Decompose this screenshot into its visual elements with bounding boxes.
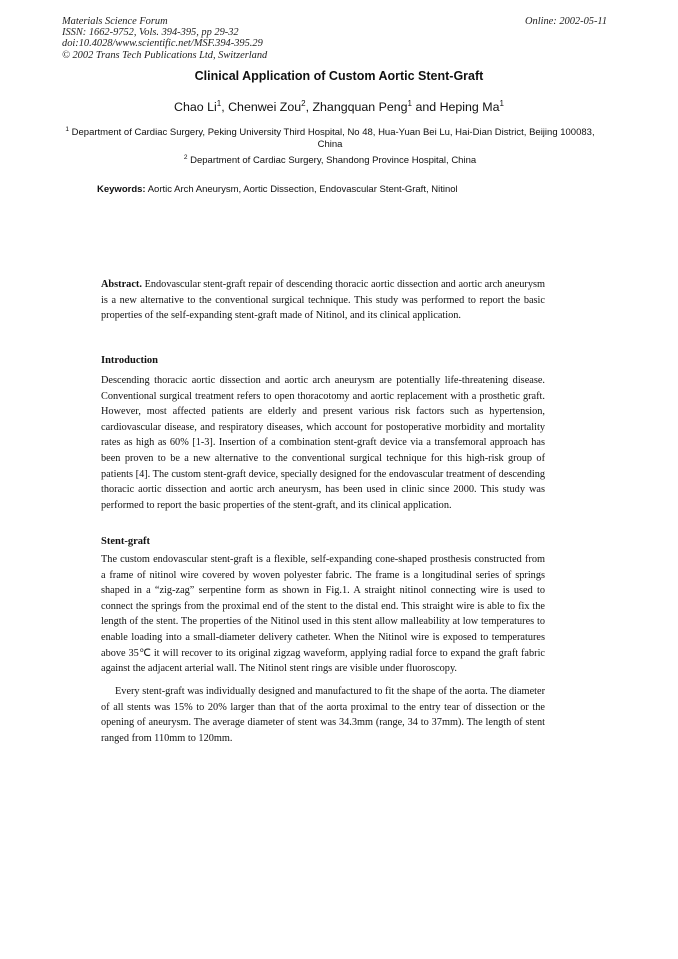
journal-name: Materials Science Forum xyxy=(62,16,168,27)
introduction-heading: Introduction xyxy=(101,355,158,366)
affiliation: $^1$ Department of Cardiac Surgery, Peking University Third Hospital, No 48, Hua-Yuan Bei Lu, Hai-Dian District, Beijing 100083, China xyxy=(65,126,595,151)
author: Zhangquan Peng$^1$ and xyxy=(312,99,440,115)
author: Chao Li$^1$, xyxy=(174,99,229,115)
abstract xyxy=(101,277,545,324)
paper-title: Clinical Application of Custom Aortic Stent-Graft xyxy=(194,69,484,83)
keywords xyxy=(97,184,458,195)
doi-line: doi:10.4028/www.scientific.net/MSF.394-395.29 xyxy=(62,38,263,50)
stent-graft-heading: Stent-graft xyxy=(101,536,150,547)
keywords-label: Keywords: xyxy=(97,184,146,195)
author-list xyxy=(0,99,678,114)
introduction-text: Descending thoracic aortic dissection and aortic arch aneurysm are potentially life-threatening disease. Conventional surgical treatment refers to open thoracotomy and aortic replacement with a prosthetic graft. However, most affected patients are elderly and present various risk factors such as hypertension, cardiovascular disease, and respiratory diseases, which account for postoperative morbidity and mortality rates as high as 60% [1-3]. Insertion of a combination stent-graft device via a transfemoral approach has been proven to be a new alternative to the conventional surgical technique for this high-risk group of patients [4]. The custom stent-graft device, specially designed for the endovascular treatment of descending thoracic aortic dissection and aortic arch aneurysm, has been used in clinic since 2000. This study was performed to report the basic properties of the stent-graft, and its clinical application. xyxy=(101,375,545,511)
copyright-line: © 2002 Trans Tech Publications Ltd, Switzerland xyxy=(62,49,268,61)
publication-header xyxy=(62,16,267,61)
stent-graft-paragraph-2: Every stent-graft was individually designed and manufactured to fit the shape of the aorta. The diameter of all stents was 15% to 20% larger than that of the aorta proximal to the entry tear of dissection or the opening of aneurysm. The average diameter of stent was 34.3mm (range, 34 to 37mm). The length of stent ranged from 110mm to 120mm. xyxy=(101,686,545,744)
author: Chenwei Zou$^2$, xyxy=(228,99,313,115)
stent-graft-paragraph-1: The custom endovascular stent-graft is a flexible, self-expanding cone-shaped prosthesis constructed from a frame of nitinol wire covered by woven polyester fabric. The frame is a longitudinal series of springs shaped in a “zig-zag” serpentine form as shown in Fig.1. A straight nitinol connecting wire is used to connect the springs from the proximal end of the stent to the distal end. This straight wire is able to fix the length of the stent. The properties of the Nitinol used in this stent allow malleability at low temperatures to enable loading into a small-diameter delivery catheter. When the Nitinol wire is exposed to temperatures above 35℃ it will recover to its original zigzag waveform, applying radial force to expand the graft fabric against the adjacent arterial wall. The Nitinol stent rings are visible under fluoroscopy. xyxy=(101,554,545,675)
online-date: Online: 2002-05-11 xyxy=(525,16,608,27)
issn-line: ISSN: 1662-9752, Vols. 394-395, pp 29-32 xyxy=(62,27,239,39)
affiliation: $^2$ Department of Cardiac Surgery, Shandong Province Hospital, China xyxy=(183,154,477,167)
abstract-text: Endovascular stent-graft repair of descending thoracic aortic dissection and aortic arch aneurysm is a new alternative to the conventional surgical technique. This study was performed to report the basic properties of the self-expanding stent-graft made of Nitinol, and its clinical application. xyxy=(101,279,545,322)
abstract-label: Abstract. xyxy=(101,279,142,290)
keywords-text: Aortic Arch Aneurysm, Aortic Dissection, Endovascular Stent-Graft, Nitinol xyxy=(147,184,458,195)
author: Heping Ma$^1$ xyxy=(439,99,504,115)
